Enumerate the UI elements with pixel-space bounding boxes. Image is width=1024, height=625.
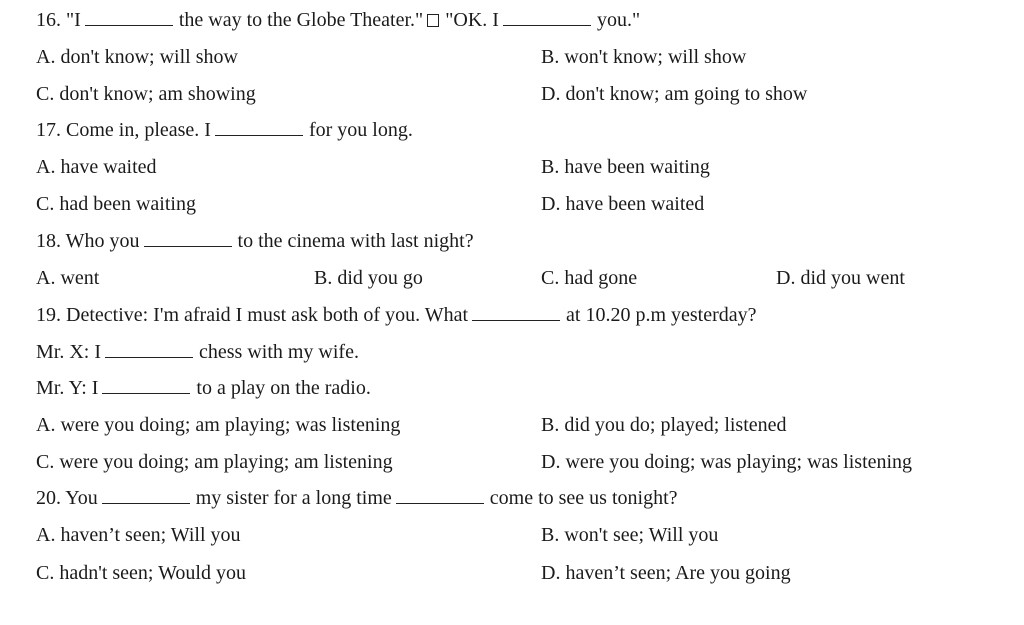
question-17-stem (36, 118, 413, 142)
question-17-text-part-2: for you long. (308, 119, 413, 141)
question-18-text-part-2: to the cinema with last night? (237, 230, 474, 252)
question-16-text-part-4: you." (596, 9, 641, 31)
question-19-blank-1 (472, 303, 560, 321)
question-17-option-d: D. have been waited (541, 193, 705, 215)
question-19-mr-y-part-2: to a play on the radio. (196, 377, 371, 399)
question-16-text-part-3: "OK. I (445, 9, 499, 31)
question-16-option-d: D. don't know; am going to show (541, 83, 808, 105)
question-16-option-c: C. don't know; am showing (36, 83, 256, 105)
question-19-mr-x-part-1: Mr. X: I (36, 341, 101, 363)
question-17-option-c: C. had been waiting (36, 193, 196, 215)
question-18-option-d: D. did you went (776, 267, 905, 289)
question-20-text-part-1: 20. You (36, 487, 98, 509)
question-18-option-c: C. had gone (541, 267, 638, 289)
question-16-text-part-2: the way to the Globe Theater." (178, 9, 424, 31)
question-20-option-c: C. hadn't seen; Would you (36, 562, 246, 584)
question-18-blank (144, 229, 232, 247)
question-17-option-a: A. have waited (36, 156, 157, 178)
question-20-text-part-3: come to see us tonight? (489, 487, 678, 509)
question-19-stem (36, 303, 757, 327)
question-19-text-part-1: 19. Detective: I'm afraid I must ask both of you. What (36, 304, 469, 326)
question-19-text-part-2: at 10.20 p.m yesterday? (566, 304, 757, 326)
question-16-blank-1 (85, 8, 173, 26)
question-19-dialogue-mr-x (36, 340, 359, 364)
question-16-option-a: A. don't know; will show (36, 46, 238, 68)
checkbox-glyph-icon (427, 14, 439, 27)
question-18-stem (36, 229, 474, 253)
question-19-mr-y-part-1: Mr. Y: I (36, 377, 99, 399)
question-19-option-c: C. were you doing; am playing; am listening (36, 451, 393, 473)
question-19-option-b: B. did you do; played; listened (541, 414, 787, 436)
question-16-blank-2 (503, 8, 591, 26)
question-19-blank-3 (102, 376, 190, 394)
question-16-text-part-1: 16. "I (36, 9, 81, 31)
question-20-option-d: D. haven’t seen; Are you going (541, 562, 791, 584)
question-16-option-b: B. won't know; will show (541, 46, 747, 68)
question-19-dialogue-mr-y (36, 376, 371, 400)
question-16-stem (36, 8, 640, 32)
question-18-text-part-1: 18. Who you (36, 230, 140, 252)
question-19-option-d: D. were you doing; was playing; was listening (541, 451, 913, 473)
question-20-stem (36, 486, 678, 510)
question-20-blank-1 (102, 486, 190, 504)
question-17-blank (215, 118, 303, 136)
question-20-text-part-2: my sister for a long time (195, 487, 392, 509)
question-19-option-a: A. were you doing; am playing; was listening (36, 414, 401, 436)
question-18-option-b: B. did you go (314, 267, 423, 289)
question-18-option-a: A. went (36, 267, 100, 289)
question-20-option-b: B. won't see; Will you (541, 524, 719, 546)
question-20-option-a: A. haven’t seen; Will you (36, 524, 241, 546)
question-20-blank-2 (396, 486, 484, 504)
question-17-option-b: B. have been waiting (541, 156, 710, 178)
question-19-mr-x-part-2: chess with my wife. (199, 341, 359, 363)
question-19-blank-2 (105, 340, 193, 358)
question-17-text-part-1: 17. Come in, please. I (36, 119, 211, 141)
